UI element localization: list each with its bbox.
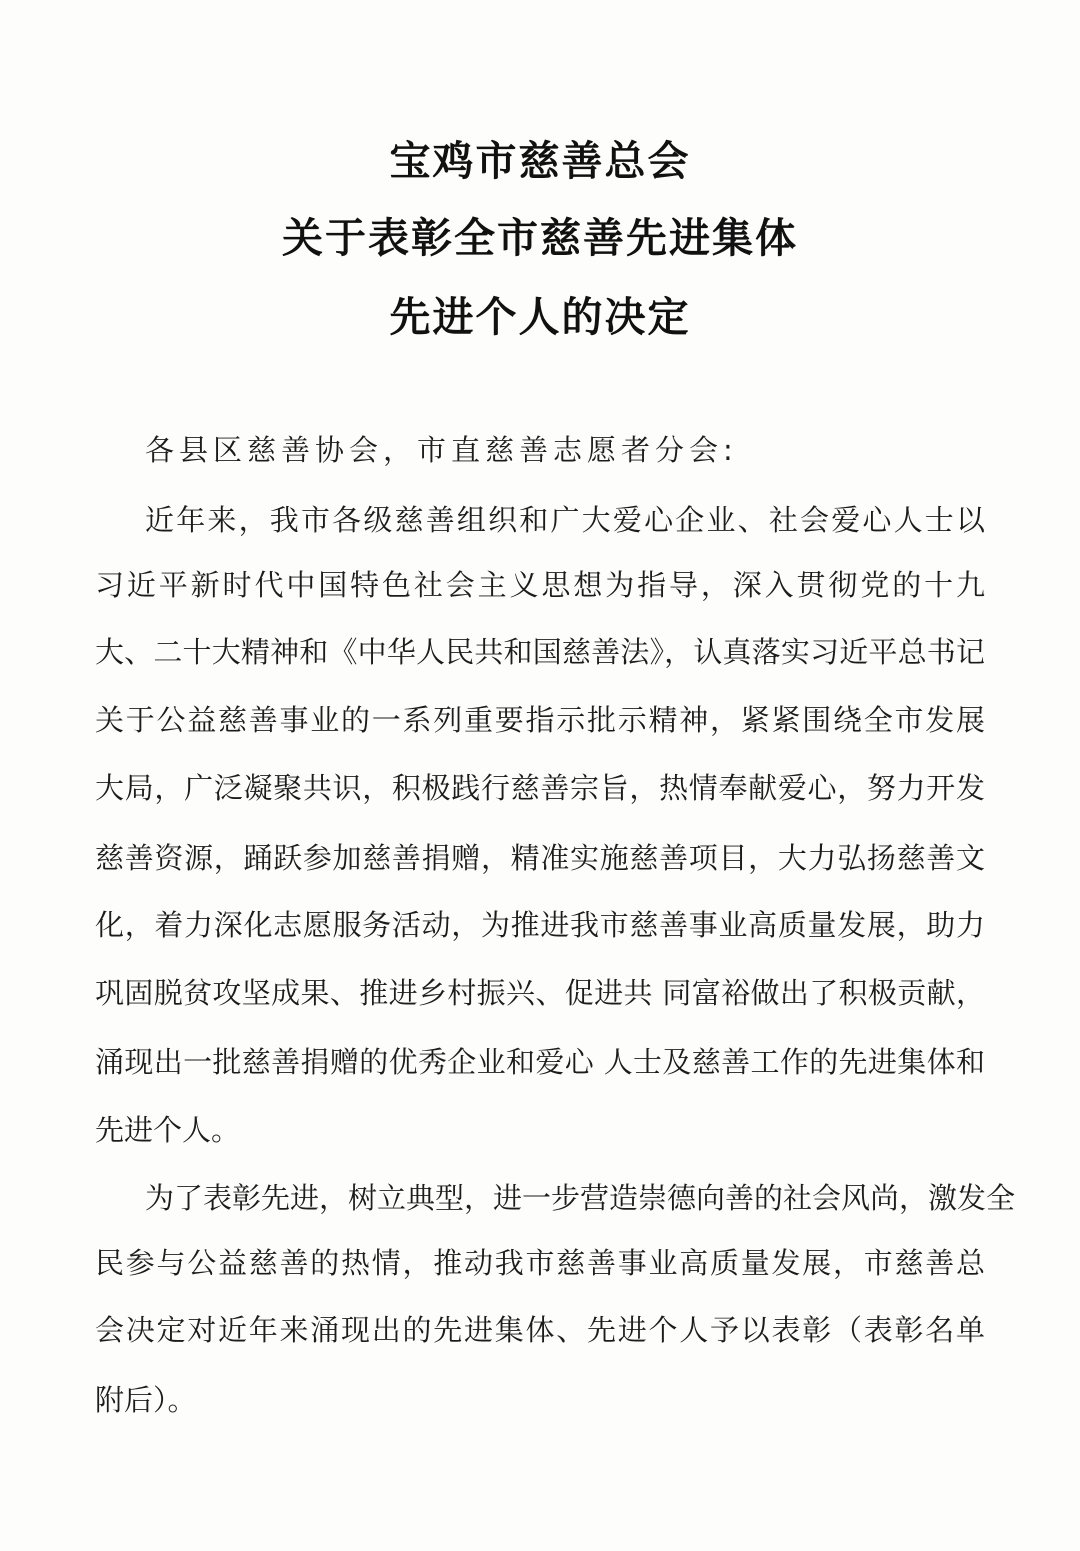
title-line-1: 宝鸡市慈善总会: [389, 137, 691, 185]
paragraph1-line: 关于公益慈善事业的一系列重要指示批示精神，紧紧围绕全市发展: [95, 703, 985, 737]
paragraph2-line: 为了表彰先进，树立典型，进一步营造崇德向善的社会风尚，激发全: [145, 1181, 1016, 1215]
paragraph1-line: 大、二十大精神和《中华人民共和国慈善法》，认真落实习近平总书记: [95, 635, 985, 669]
paragraph1-line: 习近平新时代中国特色社会主义思想为指导，深入贯彻党的十九: [95, 568, 985, 602]
paragraph1-line: 巩固脱贫攻坚成果、推进乡村振兴、促进共 同富裕做出了积极贡献，: [95, 976, 985, 1010]
paragraph1-line: 涌现出一批慈善捐赠的优秀企业和爱心 人士及慈善工作的先进集体和: [95, 1045, 985, 1079]
paragraph1-line: 慈善资源，踊跃参加慈善捐赠，精准实施慈善项目，大力弘扬慈善文: [95, 841, 985, 875]
paragraph2-line: 附后）。: [95, 1383, 197, 1417]
paragraph1-line: 近年来，我市各级慈善组织和广大爱心企业、社会爱心人士以: [145, 503, 985, 537]
paragraph2-line: 民参与公益慈善的热情，推动我市慈善事业高质量发展，市慈善总: [95, 1246, 985, 1280]
title-line-3: 先进个人的决定: [389, 293, 691, 341]
paragraph1-line: 化，着力深化志愿服务活动，为推进我市慈善事业高质量发展，助力: [95, 908, 985, 942]
paragraph1-line: 先进个人。: [95, 1113, 241, 1147]
title-line-2: 关于表彰全市慈善先进集体: [282, 214, 798, 262]
paragraph2-line: 会决定对近年来涌现出的先进集体、先进个人予以表彰（表彰名单: [95, 1313, 985, 1347]
salutation: 各县区慈善协会，市直慈善志愿者分会:: [145, 433, 738, 467]
paragraph1-line: 大局，广泛凝聚共识，积极践行慈善宗旨，热情奉献爱心，努力开发: [95, 771, 985, 805]
